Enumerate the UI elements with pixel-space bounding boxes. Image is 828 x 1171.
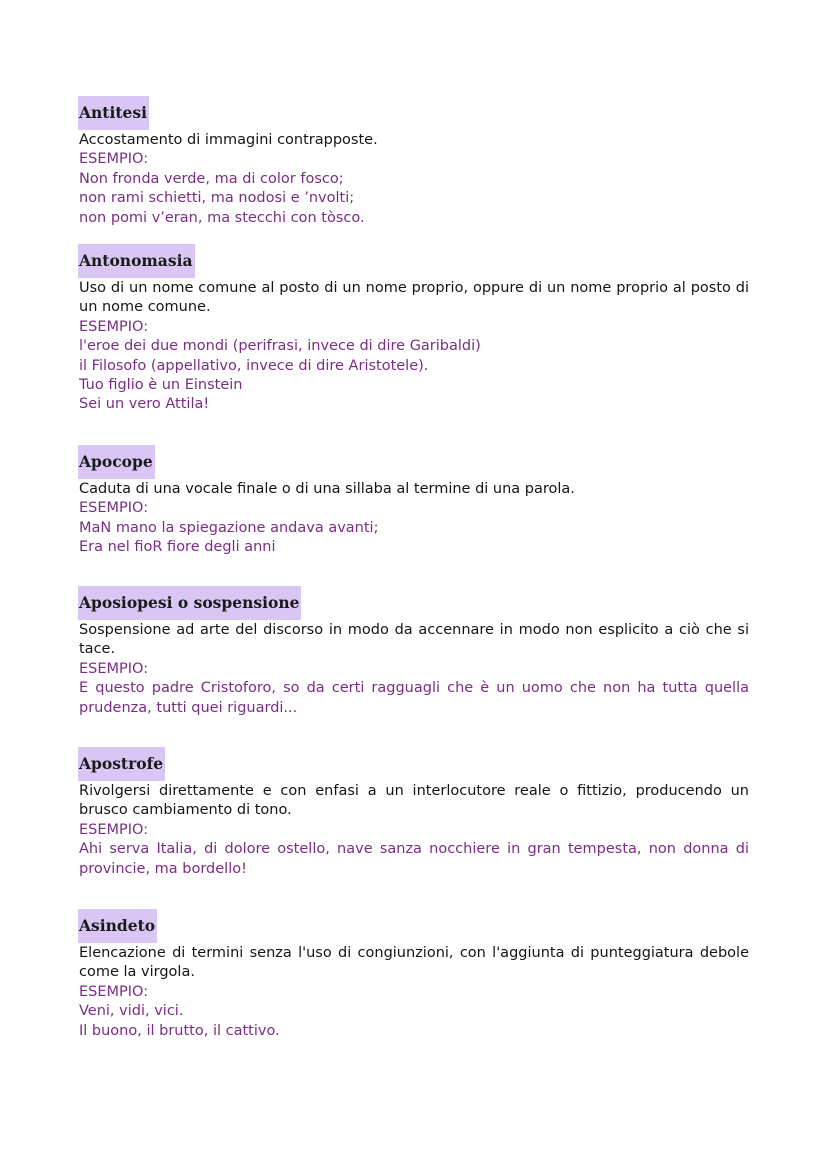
term-heading: Aposiopesi o sospensione <box>78 586 301 620</box>
example-label: ESEMPIO: <box>79 983 149 1000</box>
example-text: E questo padre Cristoforo, so da certi ragguagli che è un uomo che non ha tutta quella prudenza, tutti quei riguardi... <box>79 680 749 716</box>
term-heading: Antonomasia <box>78 244 195 278</box>
example-line: Il buono, il brutto, il cattivo. <box>79 1022 280 1039</box>
example-line: Sei un vero Attila! <box>79 396 210 413</box>
example-line: il Filosofo (appellativo, invece di dire Aristotele). <box>79 357 429 374</box>
definition: Elencazione di termini senza l'uso di congiunzioni, con l'aggiunta di punteggiatura debole come la virgola. <box>79 945 749 981</box>
entry-apocope <box>79 445 749 558</box>
term-heading: Antitesi <box>78 96 149 130</box>
example-line: l'eroe dei due mondi (perifrasi, invece di dire Garibaldi) <box>79 338 481 355</box>
example-line: Tuo figlio è un Einstein <box>79 377 243 394</box>
example-line: non pomi v’eran, ma stecchi con tòsco. <box>79 209 365 226</box>
example-line: Veni, vidi, vici. <box>79 1003 184 1020</box>
definition: Uso di un nome comune al posto di un nome proprio, oppure di un nome proprio al posto di un nome comune. <box>79 280 749 316</box>
example-line: Era nel fioR fiore degli anni <box>79 539 276 556</box>
entry-apostrofe <box>79 747 749 879</box>
example-text <box>79 170 749 228</box>
term-heading: Apocope <box>78 445 155 479</box>
example-label: ESEMPIO: <box>79 821 149 838</box>
definition: Sospensione ad arte del discorso in modo da accennare in modo non esplicito a ciò che si tace. <box>79 622 749 658</box>
example-label: ESEMPIO: <box>79 318 149 335</box>
entry-asindeto <box>79 909 749 1041</box>
entry-antonomasia <box>79 244 749 415</box>
entry-antitesi <box>79 96 749 228</box>
definition: Caduta di una vocale finale o di una sillaba al termine di una parola. <box>79 481 575 497</box>
example-label: ESEMPIO: <box>79 500 149 517</box>
example-text <box>79 519 749 558</box>
term-heading: Apostrofe <box>78 747 165 781</box>
example-line: Non fronda verde, ma di color fosco; <box>79 170 344 187</box>
example-text: Ahi serva Italia, di dolore ostello, nave sanza nocchiere in gran tempesta, non donna di provincie, ma bordello! <box>79 841 749 877</box>
example-text <box>79 1002 749 1041</box>
definition: Accostamento di immagini contrapposte. <box>79 132 378 148</box>
definition: Rivolgersi direttamente e con enfasi a un interlocutore reale o fittizio, producendo un brusco cambiamento di tono. <box>79 783 749 819</box>
entry-aposiopesi <box>79 586 749 718</box>
example-label: ESEMPIO: <box>79 660 149 677</box>
example-line: MaN mano la spiegazione andava avanti; <box>79 519 379 536</box>
example-label: ESEMPIO: <box>79 151 149 168</box>
example-text <box>79 337 749 415</box>
term-heading: Asindeto <box>78 909 157 943</box>
example-line: non rami schietti, ma nodosi e ’nvolti; <box>79 190 355 207</box>
